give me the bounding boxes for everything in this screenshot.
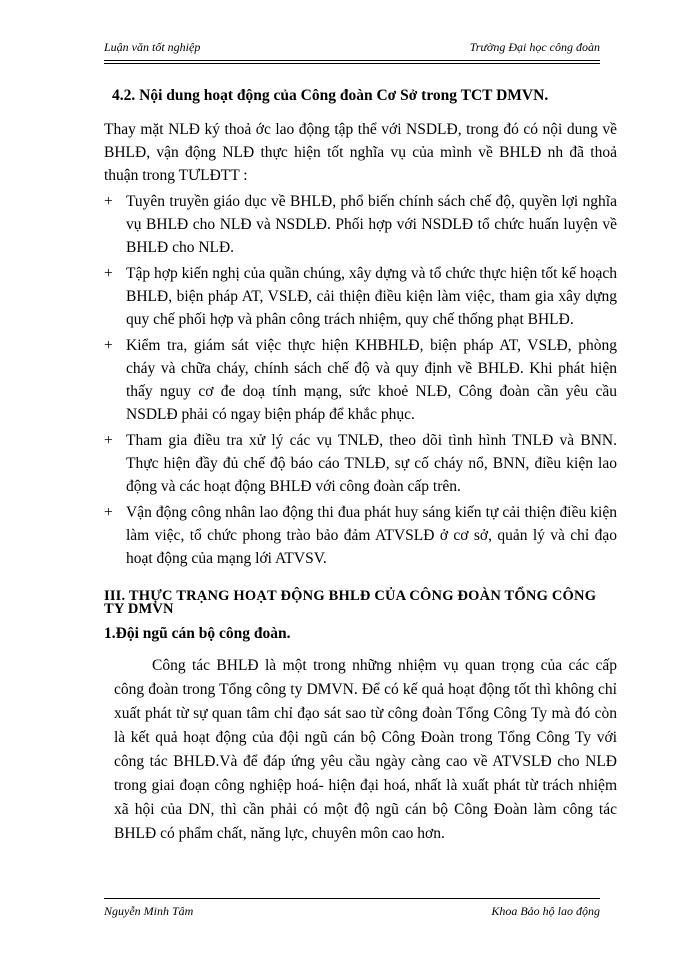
section-4-2-heading: 4.2. Nội dung hoạt động của Công đoàn Cơ Sở trong TCT DMVN. (112, 87, 549, 104)
list-item (104, 190, 617, 259)
header-rule-double (104, 63, 600, 64)
list-item-text: Vận động công nhân lao động thi đua phát huy sáng kiến tự cải thiện điều kiện làm việc, tổ chức phong trào bảo đảm ATVSLĐ ở cơ sở, quản lý và chỉ đạo hoạt động của mạng lới ATVSV. (126, 504, 617, 567)
section-III-heading: III. THỰC TRẠNG HOẠT ĐỘNG BHLĐ CỦA CÔNG ĐOÀN TỔNG CÔNG TY DMVN (104, 588, 597, 617)
list-item (104, 262, 617, 331)
list-item-text: Kiểm tra, giám sát việc thực hiện KHBHLĐ, biện pháp AT, VSLĐ, phòng cháy và chữa cháy, chính sách chế độ và quy định về BHLĐ. Khi phát hiện thấy nguy cơ đe doạ tính mạng, sức khoẻ NLĐ, Công đoàn cần yêu cầu NSDLĐ phải có ngay biện pháp để khắc phục. (126, 337, 617, 423)
list-item-text: Tham gia điều tra xử lý các vụ TNLĐ, theo dõi tình hình TNLĐ và BNN. Thực hiện đầy đủ chế độ báo cáo TNLĐ, sự cố cháy nổ, BNN, điều kiện lao động và các hoạt động BHLĐ với công đoàn cấp trên. (126, 432, 617, 495)
list-item (104, 429, 617, 498)
page-body (104, 86, 617, 846)
bullet-mark: + (104, 193, 113, 210)
bullet-mark: + (104, 337, 113, 354)
footer-author: Nguyễn Minh Tâm (104, 904, 194, 918)
section-4-2-intro: Thay mặt NLĐ ký thoả ớc lao động tập thể với NSDLĐ, trong đó có nội dung về BHLĐ, vận động NLĐ thực hiện tốt nghĩa vụ của mình về BHLĐ nh đã thoả thuận trong TƯLĐTT : (104, 121, 617, 184)
list-item-text: Tuyên truyền giáo dục về BHLĐ, phổ biến chính sách chế độ, quyền lợi nghĩa vụ BHLĐ cho NLĐ và NSDLĐ. Phối hợp với NSDLĐ tổ chức huấn luyện về BHLĐ cho NLĐ. (126, 193, 617, 256)
header-rule (104, 60, 600, 61)
list-item-text: Tập hợp kiến nghị của quần chúng, xây dựng và tổ chức thực hiện tốt kế hoạch BHLĐ, biện pháp AT, VSLĐ, cải thiện điều kiện làm việc, tham gia xây dựng quy chế phối hợp và phân công trách nhiệm, quy chế thống phạt BHLĐ. (126, 265, 617, 328)
header-left-text: Luận văn tốt nghiệp (104, 40, 201, 54)
bullet-mark: + (104, 265, 113, 282)
subsection-1-heading: 1.Đội ngũ cán bộ công đoàn. (104, 625, 291, 642)
duties-list (104, 190, 617, 570)
bullet-mark: + (104, 504, 113, 521)
header-right-text: Trường Đại học công đoàn (469, 40, 600, 54)
list-item (104, 501, 617, 570)
list-item (104, 334, 617, 426)
subsection-1-paragraph: Công tác BHLĐ là một trong những nhiệm vụ quan trọng của các cấp công đoàn trong Tổng công ty DMVN. Để có kế quả hoạt động tốt thì không chỉ xuất phát từ sự quan tâm chỉ đạo sát sao từ công đoàn Tổng Công Ty mà đó còn là kết quả hoạt động của đội ngũ cán bộ Công Đoàn trong Tổng Công Ty với công tác BHLĐ.Và để đáp ứng yêu cầu ngày càng cao về ATVSLĐ cho NLĐ trong giai đoạn công nghiệp hoá- hiện đại hoá, nhất là xuất phát từ trách nhiệm xã hội của DN, thì cần phải có một độ ngũ cán bộ Công Đoàn làm công tác BHLĐ có phẩm chất, năng lực, chuyên môn cao hơn. (114, 657, 617, 842)
footer-rule (104, 898, 600, 899)
footer-faculty: Khoa Bảo hộ lao động (491, 904, 600, 918)
bullet-mark: + (104, 432, 113, 449)
